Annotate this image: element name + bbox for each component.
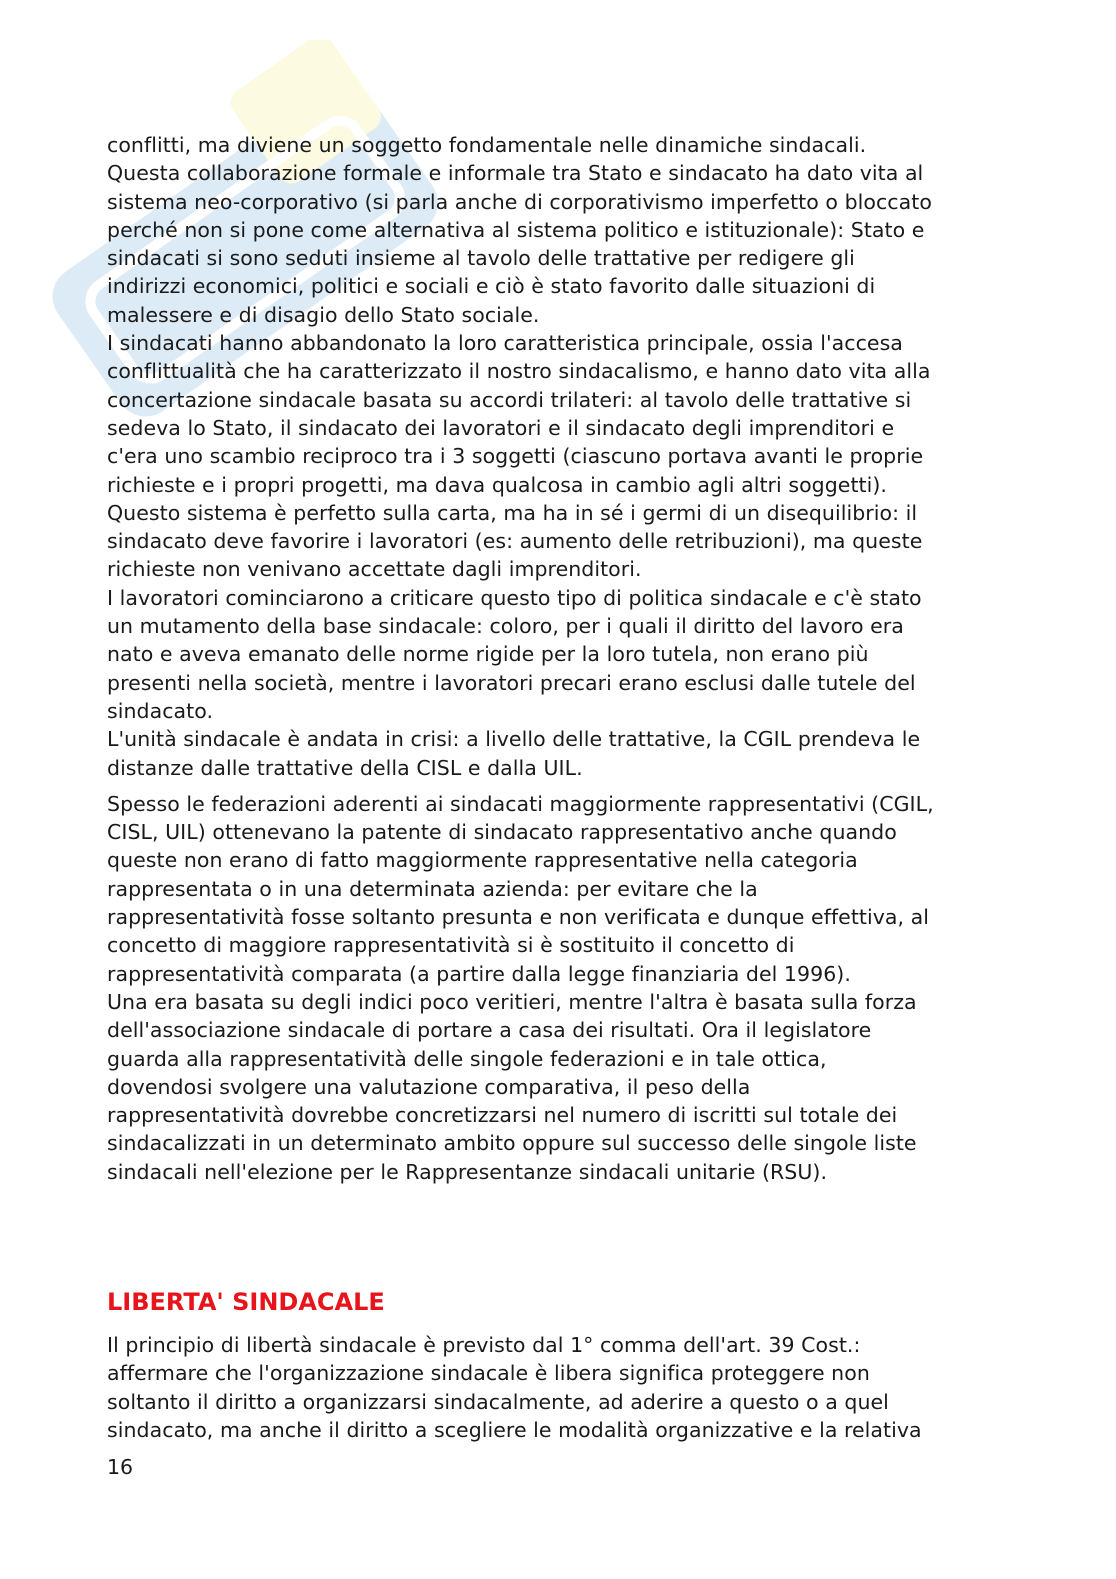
text-line: soltanto il diritto a organizzarsi sindacalmente, ad aderire a questo o a quel (107, 1389, 889, 1414)
text-line: queste non erano di fatto maggiormente rappresentative nella categoria (107, 848, 858, 873)
text-line: rappresentata o in una determinata azienda: per evitare che la (107, 876, 758, 901)
text-line: sindacalizzati in un determinato ambito oppure sul successo delle singole liste (107, 1131, 917, 1156)
text-line: rappresentatività fosse soltanto presunta e non verificata e dunque effettiva, al (107, 905, 930, 930)
text-line: rappresentatività comparata (a partire dalla legge finanziaria del 1996). (107, 961, 851, 986)
text-line: nato e aveva emanato delle norme rigide per la loro tutela, non erano più (107, 642, 869, 667)
text-line: CISL, UIL) ottenevano la patente di sindacato rappresentativo anche quando (107, 820, 897, 845)
paragraph-rappresentativita (107, 790, 1007, 1186)
text-line: Spesso le federazioni aderenti ai sindacati maggiormente rappresentativi (CGIL, (107, 791, 934, 816)
text-line: sindacato. (107, 698, 214, 723)
text-line: conflittualità che ha caratterizzato il nostro sindacalismo, e hanno dato vita alla (107, 359, 931, 384)
text-line: conflitti, ma diviene un soggetto fondamentale nelle dinamiche sindacali. (107, 133, 867, 157)
text-line: dovendosi svolgere una valutazione comparativa, il peso della (107, 1074, 751, 1099)
paragraph-concertazione (107, 131, 1007, 782)
document-page (107, 131, 1007, 1444)
text-line: perché non si pone come alternativa al sistema politico e istituzionale): Stato e (107, 217, 925, 242)
text-line: dell'associazione sindacale di portare a casa dei risultati. Ora il legislatore (107, 1018, 872, 1043)
text-line: sindacato, ma anche il diritto a scegliere le modalità organizzative e la relativa (107, 1417, 922, 1442)
text-line: presenti nella società, mentre i lavoratori precari erano esclusi dalle tutele del (107, 670, 916, 695)
text-line: richieste non venivano accettate dagli imprenditori. (107, 557, 642, 582)
text-line: affermare che l'organizzazione sindacale è libera significa proteggere non (107, 1361, 870, 1386)
text-line: rappresentatività dovrebbe concretizzarsi nel numero di iscritti sul totale dei (107, 1103, 898, 1128)
text-line: indirizzi economici, politici e sociali e ciò è stato favorito dalle situazioni di (107, 274, 876, 299)
text-line: sindacali nell'elezione per le Rappresentanze sindacali unitarie (RSU). (107, 1159, 828, 1184)
text-line: Questo sistema è perfetto sulla carta, ma ha in sé i germi di un disequilibrio: il (107, 500, 918, 525)
text-line: un mutamento della base sindacale: coloro, per i quali il diritto del lavoro era (107, 614, 904, 639)
text-line: concertazione sindacale basata su accordi trilateri: al tavolo delle trattative si (107, 387, 912, 412)
text-line: distanze dalle trattative della CISL e dalla UIL. (107, 755, 583, 780)
text-line: L'unità sindacale è andata in crisi: a livello delle trattative, la CGIL prendeva le (107, 727, 921, 752)
text-line: sistema neo-corporativo (si parla anche di corporativismo imperfetto o bloccato (107, 189, 932, 214)
text-line: richieste e i propri progetti, ma dava qualcosa in cambio agli altri soggetti). (107, 472, 887, 497)
text-line: sindacati si sono seduti insieme al tavolo delle trattative per redigere gli (107, 246, 855, 271)
text-line: Una era basata su degli indici poco veritieri, mentre l'altra è basata sulla forza (107, 989, 917, 1014)
text-line: sindacato deve favorire i lavoratori (es: aumento delle retribuzioni), ma queste (107, 529, 923, 554)
text-line: c'era uno scambio reciproco tra i 3 soggetti (ciascuno portava avanti le proprie (107, 444, 924, 469)
paragraph-spacer (107, 782, 1007, 790)
text-line: I sindacati hanno abbandonato la loro caratteristica principale, ossia l'accesa (107, 331, 903, 356)
page-number: 16 (107, 1455, 134, 1479)
text-line: I lavoratori cominciarono a criticare questo tipo di politica sindacale e c'è stato (107, 585, 922, 610)
section-spacer (107, 1186, 1007, 1287)
text-line: sedeva lo Stato, il sindacato dei lavoratori e il sindacato degli imprenditori e (107, 415, 895, 440)
text-line: guarda alla rappresentatività delle singole federazioni e in tale ottica, (107, 1046, 827, 1071)
text-line: Il principio di libertà sindacale è previsto dal 1° comma dell'art. 39 Cost.: (107, 1332, 861, 1357)
text-line: Questa collaborazione formale e informale tra Stato e sindacato ha dato vita al (107, 161, 924, 186)
section-heading-liberta-sindacale: LIBERTA' SINDACALE (107, 1287, 385, 1316)
paragraph-principio-liberta (107, 1331, 1007, 1444)
text-line: malessere e di disagio dello Stato sociale. (107, 302, 540, 327)
text-line: concetto di maggiore rappresentatività si è sostituito il concetto di (107, 933, 795, 958)
